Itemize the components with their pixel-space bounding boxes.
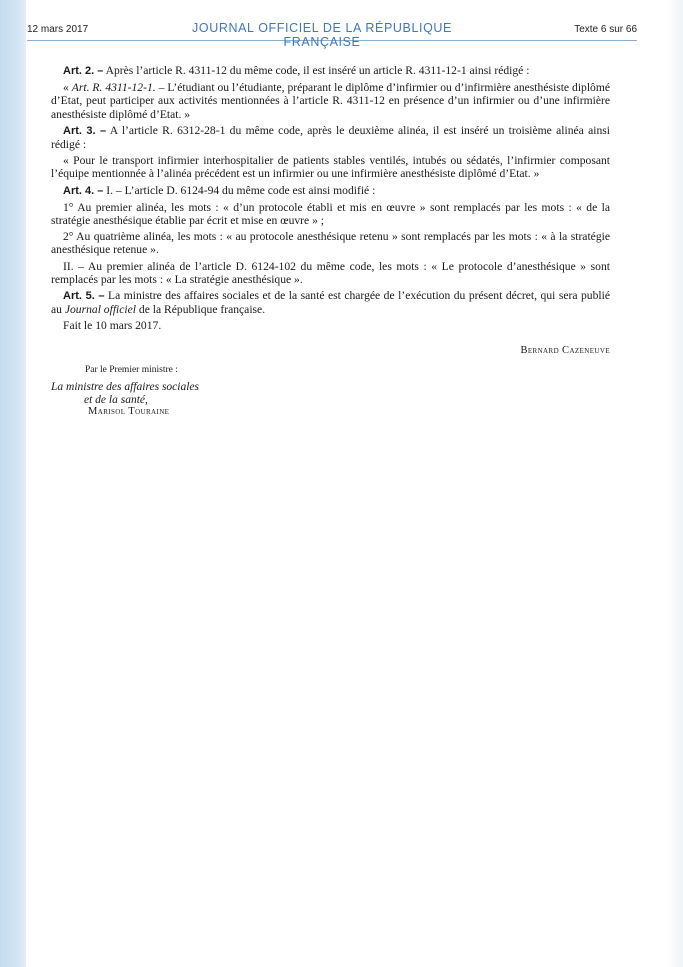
header-page-indicator: Texte 6 sur 66 [574,24,637,35]
header-date: 12 mars 2017 [27,24,89,35]
left-margin-band [0,0,26,967]
article-3-text: A l’article R. 6312-28-1 du même code, après le deuxième alinéa, il est inséré un troisième alinéa ainsi rédigé : [51,123,610,152]
article-2 [51,64,610,78]
decree-body [51,64,610,336]
article-4-item-3: II. – Au premier alinéa de l’article D. 6124-102 du même code, les mots : « Le protocole d’anesthésique » sont remplacés par les mots : « La stratégie anesthésique ». [51,259,610,286]
article-2-quote [51,81,610,121]
par-premier-ministre: Par le Premier ministre : [85,365,178,375]
article-2-quote-text: – L’étudiant ou l’étudiante, préparant le diplôme d’infirmier ou d’infirmière anesthésiste diplômé d’Etat, peut participer aux activités mentionnées à l’article R. 4311-12 en présence d’un infirmier ou d’une infirmière anesthésiste diplômé d’Etat. » [51,81,611,121]
article-4-item-1: 1° Au premier alinéa, les mots : « d’un protocole établi et mis en œuvre » sont remplacés par les mots : « de la stratégie anesthésique établie par écrit et mise en œuvre » ; [51,200,610,228]
article-4-text: I. – L’article D. 6124-94 du même code est ainsi modifié : [103,183,376,197]
signer-name: Bernard Cazeneuve [520,345,610,356]
fait-date: Fait le 10 mars 2017. [63,319,162,333]
article-4-item-2: 2° Au quatrième alinéa, les mots : « au protocole anesthésique retenu » sont remplacés par les mots : « à la stratégie anesthésique retenue ». [51,230,610,257]
page-header [27,21,637,49]
article-3-label: Art. 3. – [63,124,107,137]
minister-title-line-2: et de la santé, [84,393,148,406]
article-5-text-b: de la République française. [136,303,266,317]
article-5-text-a: La ministre des affaires sociales et de la santé est chargée de l’exécution du présent décret, qui sera publié au [51,289,610,317]
article-3 [51,124,610,151]
article-2-quote-label: Art. R. 4311-12-1. [71,81,156,95]
article-5-label: Art. 5. – [63,290,105,303]
article-3-quote: « Pour le transport infirmier interhospitalier de patients stables ventilés, intubés ou sédatés, l’infirmier composant l’équipe mentionnée à l’alinéa précédent est un infirmier ou une infirmière anesthésiste diplômé d’Etat. » [51,154,610,181]
right-page-edge [667,0,683,967]
minister-title-line-1: La ministre des affaires sociales [51,381,200,393]
minister-signature-block [51,381,241,419]
article-5 [51,289,610,316]
article-4 [51,184,610,198]
minister-name: Marisol Touraine [88,406,170,417]
article-2-quote-open: « [63,81,72,95]
article-4-label: Art. 4. – [63,184,104,197]
article-5-text-italic: Journal officiel [64,303,137,317]
article-2-text: Après l’article R. 4311-12 du même code, il est inséré un article R. 4311-12-1 ainsi rédigé : [103,64,530,77]
header-journal-title: JOURNAL OFFICIEL DE LA RÉPUBLIQUE FRANÇAISE [192,21,452,49]
article-2-label: Art. 2. – [63,65,104,77]
